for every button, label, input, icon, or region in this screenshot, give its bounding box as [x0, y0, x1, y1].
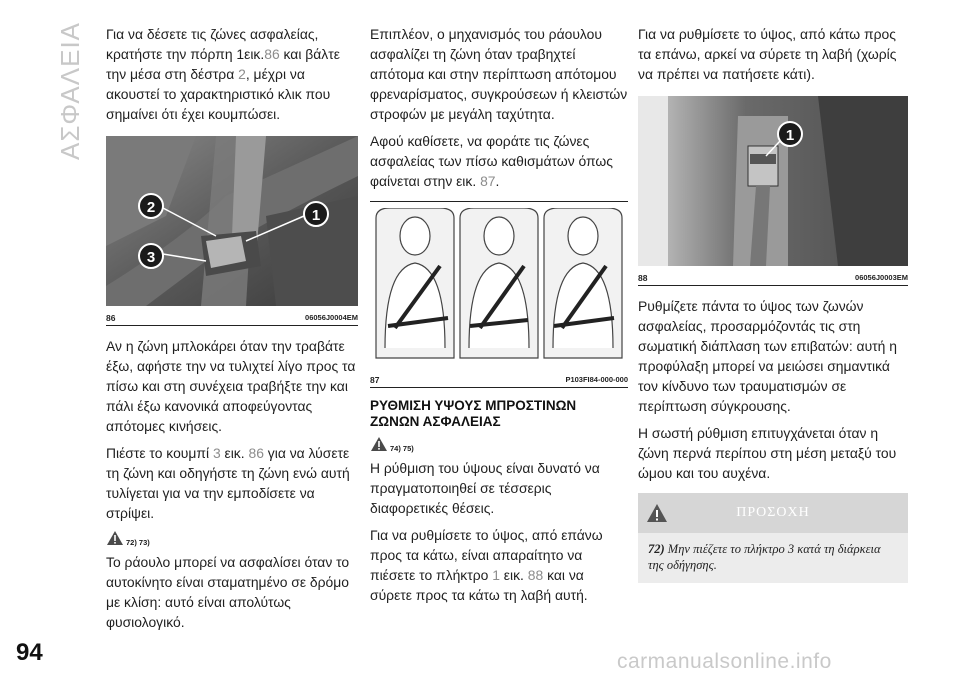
figure-code: 06056J0003EM: [855, 273, 908, 282]
watermark: carmanualsonline.info: [617, 650, 832, 673]
column-1: [106, 24, 358, 639]
figure-caption: [370, 373, 628, 387]
rear-seats-illustration: [370, 208, 628, 368]
section-title: ΑΣΦΑΛΕΙΑ: [55, 21, 85, 161]
caution-title: ΠΡΟΣΟΧΗ: [736, 505, 810, 520]
page-number: 94: [16, 639, 43, 666]
seatbelt-buckle-photo: [106, 136, 358, 306]
paragraph-retractor: Το ράουλο μπορεί να ασφαλίσει όταν το αυτοκίνητο είναι σταματημένο σε δρόμο με κλίση: αυτό είναι απολύτως φυσιολογικό.: [106, 554, 350, 630]
callout-1: 1: [311, 207, 321, 224]
callout-3: 3: [146, 249, 156, 266]
figure-number: 87: [370, 375, 380, 385]
figure-caption: [638, 271, 908, 285]
warning-refs: 72) 73): [126, 538, 150, 547]
figure-88: [638, 96, 908, 286]
figure-86: [106, 136, 358, 326]
column-3: [638, 24, 908, 583]
callout-1: 1: [785, 127, 795, 144]
figure-caption: [106, 311, 358, 325]
paragraph-release: Πιέστε το κουμπί 3 εικ. 86 για να λύσετε τη ζώνη και οδηγήστε τη ζώνη ενώ αυτή τυλίγεται για να την εμποδίσετε να στρίψει.: [106, 445, 350, 521]
warning-refs: 74) 75): [390, 444, 414, 453]
paragraph-adjust-down: Για να ρυθμίσετε το ύψος, από επάνω προς τα κάτω, είναι απαραίτητο να πιέσετε το πλήκτρο 1 εικ. 88 και να σύρετε προς τα κάτω τη λαβή αυτή.: [370, 527, 603, 603]
figure-number: 86: [106, 313, 116, 323]
warning-reference: [370, 436, 628, 453]
paragraph-adjust-up: Για να ρυθμίσετε το ύψος, από κάτω προς τα επάνω, αρκεί να σύρετε τη λαβή (χωρίς να πρέπει να πατήσετε κάτι).: [638, 26, 897, 82]
paragraph-fasten: Για να δέσετε τις ζώνες ασφαλείας, κρατήστε την πόρπη 1εικ.86 και βάλτε την μέσα στη δέστρα 2, μέχρι να ακουστεί το χαρακτηριστικό κλικ που σημαίνει ότι έχει κουμπώσει.: [106, 26, 340, 122]
figure-number: 88: [638, 273, 648, 283]
caution-box: [638, 493, 908, 583]
warning-reference: [106, 530, 358, 547]
paragraph-locked-belt: Αν η ζώνη μπλοκάρει όταν την τραβάτε έξω, αφήστε την να τυλιχτεί λίγο προς τα πίσω και στη συνέχεια τραβήξτε την και πάλι έξω κανονικά αποφεύγοντας απότομες κινήσεις.: [106, 338, 356, 434]
warning-icon: [106, 530, 124, 546]
paragraph-mechanism: Επιπλέον, ο μηχανισμός του ράουλου ασφαλίζει τη ζώνη όταν τραβηχτεί απότομα και στην περίπτωση απότομου φρεναρίσματος, συγκρούσεων ή κλειστών στροφών με μεγάλη ταχύτητα.: [370, 26, 628, 122]
warning-icon: [646, 503, 668, 523]
paragraph-always-adjust: Ρυθμίζετε πάντα το ύψος των ζωνών ασφαλείας, προσαρμόζοντάς τις στη σωματική διάπλαση των επιβατών: αυτή η προφύλαξη μπορεί να μειώσει σημαντικά τον κίνδυνο των τραυματισμών σε περίπτωση σύγκρουσης.: [638, 298, 897, 414]
callout-2: 2: [146, 199, 156, 216]
paragraph-rear-belts: Αφού καθίσετε, να φοράτε τις ζώνες ασφαλείας των πίσω καθισμάτων όπως φαίνεται στην εικ. 87.: [370, 133, 613, 189]
paragraph-height-positions: Η ρύθμιση του ύψους είναι δυνατό να πραγματοποιηθεί σε τέσσερις διαφορετικές θέσεις.: [370, 460, 600, 516]
height-adjuster-photo: [638, 96, 908, 266]
section-heading: ΡΥΘΜΙΣΗ ΥΨΟΥΣ ΜΠΡΟΣΤΙΝΩΝ ΖΩΝΩΝ ΑΣΦΑΛΕΙΑΣ: [370, 398, 577, 429]
paragraph-correct-adjust: Η σωστή ρύθμιση επιτυγχάνεται όταν η ζώνη περνά περίπου στη μέση μεταξύ του ώμου και του αυχένα.: [638, 425, 897, 481]
figure-code: 06056J0004EM: [305, 313, 358, 322]
caution-body: 72) Μην πιέζετε το πλήκτρο 3 κατά τη διάρκεια της οδήγησης.: [638, 533, 908, 583]
caution-header: [638, 493, 908, 533]
figure-code: P103FI84-000-000: [565, 375, 628, 384]
figure-87: [370, 201, 628, 388]
section-side-label: [52, 16, 88, 166]
column-2: [370, 24, 628, 612]
warning-icon: [370, 436, 388, 452]
